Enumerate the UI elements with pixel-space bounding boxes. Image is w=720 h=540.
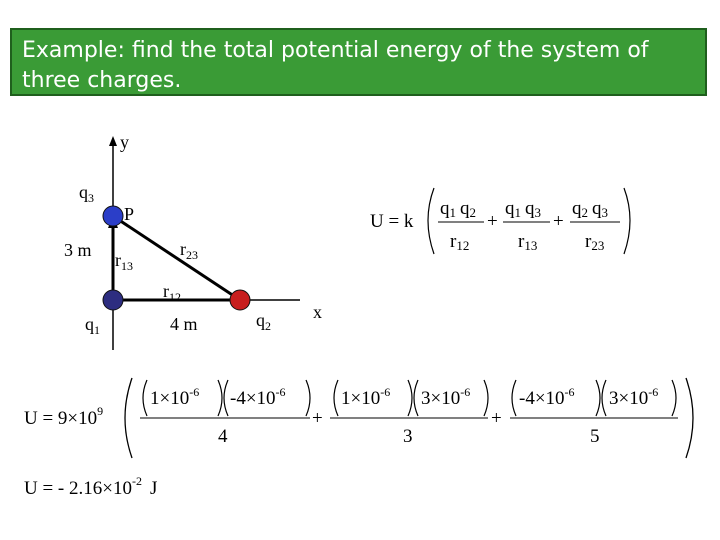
calc-t1-paren-2-close — [306, 380, 310, 416]
term2-denominator: r13 — [518, 231, 538, 253]
result-line: U = - $2.16\times 10^{-2}$ J — [24, 474, 158, 499]
calc-t1-paren-1-open — [143, 380, 147, 416]
calc-t3-paren-2-open — [602, 380, 606, 416]
calc-t1-factor-2: $-4\times 10^{-6}$ — [230, 385, 286, 409]
base-distance-label: 4 m — [170, 314, 198, 334]
formula-right-paren — [624, 188, 630, 254]
calc-right-paren — [686, 378, 693, 458]
y-axis-arrow — [109, 136, 117, 146]
calc-plus-2: + — [491, 408, 502, 429]
term2-numerator: q1 q3 — [505, 198, 541, 220]
r13-label: $r_{13}$ — [115, 250, 133, 273]
term1-numerator: q1 q2 — [440, 198, 476, 220]
r12-label: $r_{12}$ — [163, 281, 181, 304]
calc-t1-denominator: 4 — [218, 426, 228, 447]
x-axis-label: x — [313, 302, 322, 322]
q1-label: $q_1$ — [85, 314, 100, 337]
calc-t2-paren-2-open — [414, 380, 418, 416]
calc-left-paren — [125, 378, 132, 458]
r23-line — [113, 216, 240, 300]
calc-t2-paren-2-close — [484, 380, 488, 416]
charge-q1 — [103, 290, 123, 310]
charge-q2 — [230, 290, 250, 310]
formula-lhs: U = k — [370, 211, 414, 232]
calc-t1-paren-1-close — [218, 380, 222, 416]
calc-t3-paren-1-close — [596, 380, 600, 416]
q2-label: $q_2$ — [256, 310, 271, 333]
calc-t2-factor-2: $3\times 10^{-6}$ — [421, 385, 471, 409]
calc-t2-factor-1: $1\times 10^{-6}$ — [341, 385, 391, 409]
energy-formula — [370, 188, 630, 254]
numeric-calculation — [24, 378, 693, 458]
slide-title: Example: find the total potential energy of the system of three charges. — [22, 38, 649, 93]
y-axis-label: y — [120, 132, 129, 152]
calc-t1-paren-2-open — [224, 380, 228, 416]
term1-denominator: r12 — [450, 231, 470, 253]
calc-t3-denominator: 5 — [590, 426, 600, 447]
calc-plus-1: + — [312, 408, 323, 429]
term3-denominator: r23 — [585, 231, 605, 253]
calc-t3-factor-2: $3\times 10^{-6}$ — [609, 385, 659, 409]
charge-q3 — [103, 206, 123, 226]
height-label: 3 m — [64, 240, 92, 260]
calc-t3-paren-1-open — [512, 380, 516, 416]
calc-t2-paren-1-open — [334, 380, 338, 416]
term3-numerator: q2 q3 — [572, 198, 608, 220]
formula-left-paren — [428, 188, 434, 254]
q3-label: $q_3$ — [79, 182, 94, 205]
point-p-label: P — [124, 204, 135, 224]
calc-t3-paren-2-close — [672, 380, 676, 416]
formula-plus-2: + — [553, 211, 564, 232]
calc-lhs: $U = 9\times 10^9$ — [24, 404, 104, 429]
formula-plus-1: + — [487, 211, 498, 232]
r23-label: $r_{23}$ — [180, 239, 198, 262]
calc-t2-denominator: 3 — [403, 426, 413, 447]
calc-t2-paren-1-close — [408, 380, 412, 416]
calc-t3-factor-1: $-4\times 10^{-6}$ — [519, 385, 575, 409]
calc-t1-factor-1: $1\times 10^{-6}$ — [150, 385, 200, 409]
